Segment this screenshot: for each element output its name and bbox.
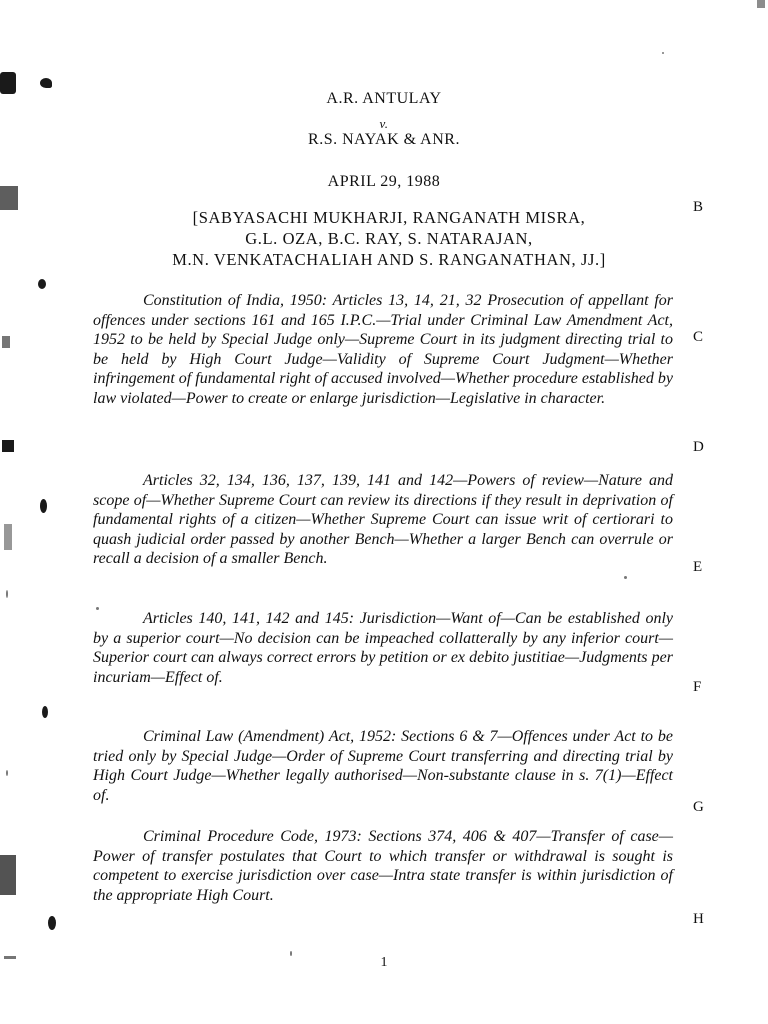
headnote-paragraph: Criminal Law (Amendment) Act, 1952: Sections 6 & 7—Offences under Act to be tried only by Special Judge—Order of Supreme Court transferring and directing trial by High Court Judge—Whether legally authorised—Non-substante clause in s. 7(1)—Effect of. <box>93 728 673 804</box>
headnote-paragraph: Articles 140, 141, 142 and 145: Jurisdiction—Want of—Can be established only by a superior court—No decision can be impeached collatterally by any inferior court—Superior court can always correct errors by petition or ex debito justitiae—Judgments per incuriam—Effect of. <box>93 610 673 686</box>
headnote-paragraph: Criminal Procedure Code, 1973: Sections 374, 406 & 407—Transfer of case—Power of transfer postulates that Court to which transfer or withdrawal is sought is competent to exercise jurisdiction over case—Intra state transfer is within jurisdiction of the appropriate High Court. <box>93 828 673 904</box>
case-versus: v. <box>379 116 389 131</box>
scan-mark <box>38 279 46 289</box>
margin-letter: F <box>693 679 702 695</box>
scan-speck <box>6 590 8 598</box>
margin-letter: E <box>693 559 703 575</box>
bench-line: [SABYASACHI MUKHARJI, RANGANATH MISRA, <box>192 208 586 227</box>
scan-mark <box>42 706 48 718</box>
margin-letter: B <box>693 199 704 215</box>
scan-mark <box>2 440 14 452</box>
scan-mark <box>0 186 18 210</box>
scan-mark <box>40 499 47 513</box>
scan-mark <box>2 336 10 348</box>
bench-line: G.L. OZA, B.C. RAY, S. NATARAJAN, <box>245 229 533 248</box>
case-date: APRIL 29, 1988 <box>327 173 441 190</box>
margin-letter: H <box>693 911 704 927</box>
scan-mark <box>4 956 16 959</box>
scan-mark <box>757 0 765 8</box>
scan-mark <box>0 855 16 895</box>
scan-speck <box>6 770 8 776</box>
margin-letter: C <box>693 329 704 345</box>
scan-mark <box>48 916 56 930</box>
page-number: 1 <box>380 955 388 970</box>
headnote-paragraph: Constitution of India, 1950: Articles 13, 14, 21, 32 Prosecution of appellant for offences under sections 161 and 165 I.P.C.—Trial under Criminal Law Amendment Act, 1952 to be held by Special Judge only—Supreme Court in its judgment directing trial to be held by High Court Judge—Validity of Supreme Court Judgment—Whether infringement of fundamental right of accused involved—Whether procedure established by law violated—Power to create or enlarge jurisdiction—Legislative in character. <box>93 292 673 407</box>
margin-letter: G <box>693 799 704 815</box>
case-appellant: A.R. ANTULAY <box>326 90 442 107</box>
margin-letter: D <box>693 439 704 455</box>
scan-mark <box>0 72 16 94</box>
scan-mark <box>4 524 12 550</box>
scan-speck <box>290 951 292 956</box>
headnote-paragraph: Articles 32, 134, 136, 137, 139, 141 and 142—Powers of review—Nature and scope of—Whether Supreme Court can review its directions if they result in deprivation of fundamental rights of a citizen—Whether Supreme Court can issue writ of certiorari to quash judicial order passed by another Bench—Whether a larger Bench can overrule or recall a decision of a smaller Bench. <box>93 472 673 567</box>
bench-judges <box>108 207 670 270</box>
bench-line: M.N. VENKATACHALIAH AND S. RANGANATHAN, JJ.] <box>172 250 606 269</box>
case-respondent: R.S. NAYAK & ANR. <box>308 131 460 148</box>
scan-mark <box>40 78 52 88</box>
scan-speck <box>662 52 664 54</box>
scan-speck <box>624 576 627 579</box>
scan-speck <box>96 607 99 610</box>
